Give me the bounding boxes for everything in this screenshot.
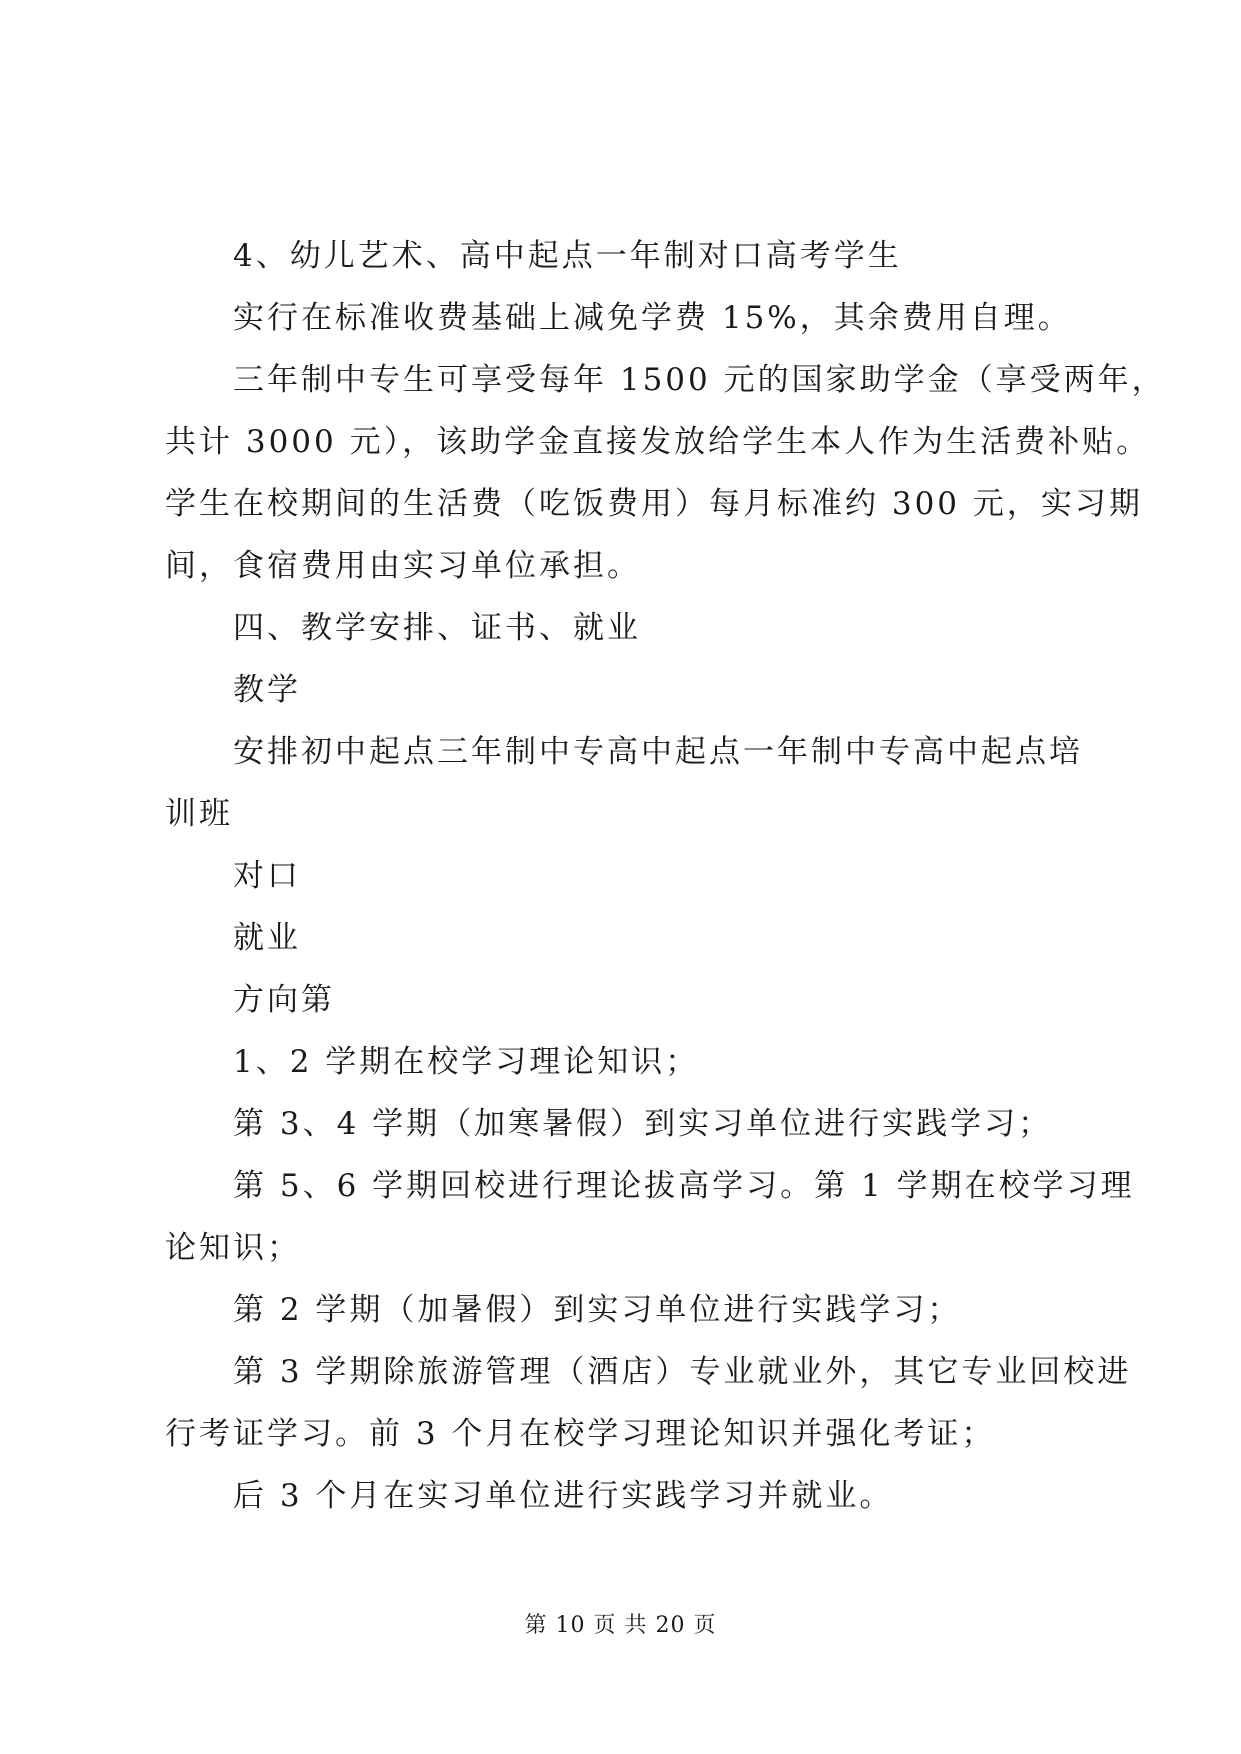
paragraph-line: 1、2 学期在校学习理论知识；: [233, 1044, 700, 1080]
section-heading: 四、教学安排、证书、就业: [233, 610, 641, 646]
paragraph-line: 第 3、4 学期（加寒暑假）到实习单位进行实践学习；: [233, 1106, 1053, 1142]
paragraph-line: 第 5、6 学期回校进行理论拔高学习。第 1 学期在校学习理: [233, 1168, 1135, 1204]
paragraph-line: 共计 3000 元），该助学金直接发放给学生本人作为生活费补贴。: [165, 424, 1151, 460]
paragraph-line: 对口: [233, 858, 301, 894]
paragraph-line: 就业: [233, 920, 301, 956]
paragraph-line: 第 2 学期（加暑假）到实习单位进行实践学习；: [233, 1292, 962, 1328]
paragraph-line: 安排初中起点三年制中专高中起点一年制中专高中起点培: [233, 734, 1083, 770]
paragraph-line: 第 3 学期除旅游管理（酒店）专业就业外，其它专业回校进: [233, 1354, 1132, 1390]
paragraph-line: 三年制中专生可享受每年 1500 元的国家助学金（享受两年，: [233, 362, 1166, 398]
page-number-footer: 第 10 页 共 20 页: [524, 1613, 717, 1638]
paragraph-line: 训班: [165, 796, 233, 832]
paragraph-line: 间，食宿费用由实习单位承担。: [165, 548, 641, 584]
document-body: [165, 225, 1166, 1527]
paragraph-line: 教学: [233, 672, 301, 708]
paragraph-line: 实行在标准收费基础上减免学费 15%，其余费用自理。: [233, 300, 1072, 336]
paragraph-line: 方向第: [233, 982, 335, 1018]
paragraph-line: 论知识；: [165, 1230, 301, 1266]
paragraph-line: 4、幼儿艺术、高中起点一年制对口高考学生: [233, 238, 902, 274]
paragraph-line: 学生在校期间的生活费（吃饭费用）每月标准约 300 元，实习期: [165, 486, 1143, 522]
paragraph-line: 后 3 个月在实习单位进行实践学习并就业。: [233, 1478, 894, 1514]
paragraph-line: 行考证学习。前 3 个月在校学习理论知识并强化考证；: [165, 1416, 996, 1452]
